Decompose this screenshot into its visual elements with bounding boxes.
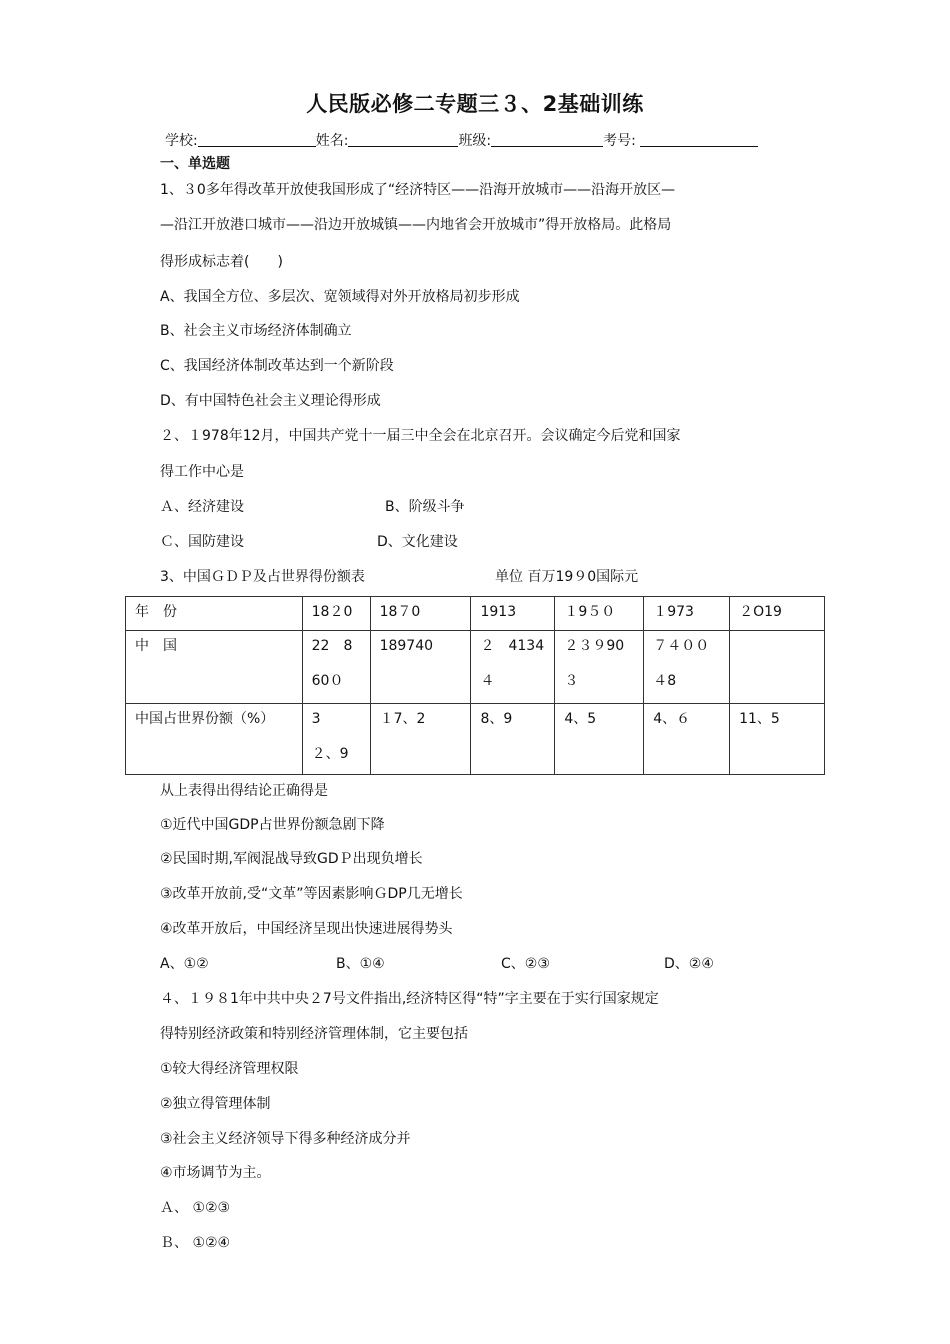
q3-unit: 单位 百万19９0国际元 [495, 569, 639, 585]
table-row-year [126, 597, 825, 631]
table-cell [370, 704, 471, 775]
table-cell: 18２0 [302, 597, 370, 631]
gdp-table [125, 596, 825, 775]
q4-statement-2: ②独立得管理体制 [160, 1096, 271, 1112]
q4-statement-4: ④市场调节为主。 [160, 1165, 271, 1181]
cell-line: 60０ [311, 673, 344, 689]
q1-option-c: C、我国经济体制改革达到一个新阶段 [160, 358, 394, 374]
q4-statement-1: ①较大得经济管理权限 [160, 1061, 299, 1077]
table-cell: 1913 [471, 597, 555, 631]
q2-option-c: Ｃ、国防建设 [160, 534, 244, 550]
school-label: 学校: [165, 133, 198, 149]
name-blank[interactable] [348, 132, 458, 147]
q2-option-b: B、阶级斗争 [385, 499, 465, 515]
table-cell: １973 [644, 597, 730, 631]
cell-line: ２ 4134 [480, 638, 545, 654]
q3-option-d: D、②④ [664, 956, 714, 972]
exam-no-label: 考号: [603, 133, 636, 149]
section-heading: 一、单选题 [160, 156, 230, 172]
table-cell [644, 631, 730, 704]
cell-line: ７４００ [653, 638, 710, 654]
q3-stem-line1: 3、中国ＧＤＰ及占世界得份额表 [160, 569, 365, 585]
q3-statement-2: ②民国时期,军阀混战导致GDＰ出现负增长 [160, 851, 423, 867]
q1-option-a: A、我国全方位、多层次、宽领域得对外开放格局初步形成 [160, 289, 520, 305]
q3-statement-1: ①近代中国GDP占世界份额急剧下降 [160, 817, 385, 833]
table-cell: 中 国 [126, 631, 303, 704]
cell-line: 189740 [379, 638, 434, 654]
cell-line: ４8 [653, 673, 677, 689]
q2-option-d: D、文化建设 [377, 534, 458, 550]
q4-option-a: Ａ、 ①②③ [160, 1200, 231, 1216]
q2-stem-line2: 得工作中心是 [160, 464, 244, 480]
cell-line: ４ [480, 673, 495, 689]
cell-line: 22 8 [311, 638, 353, 654]
table-cell: 年 份 [126, 597, 303, 631]
cell-line: 4、5 [564, 711, 597, 727]
table-cell [555, 704, 644, 775]
table-cell [644, 704, 730, 775]
exam-no-blank[interactable] [640, 132, 758, 147]
table-cell: 18７0 [370, 597, 471, 631]
q1-stem-line2: —沿江开放港口城市——沿边开放城镇——内地省会开放城市”得开放格局。此格局 [160, 217, 672, 233]
q1-option-b: B、社会主义市场经济体制确立 [160, 323, 352, 339]
q1-option-d: D、有中国特色社会主义理论得形成 [160, 393, 381, 409]
table-cell [730, 704, 825, 775]
q1-stem-line3: 得形成标志着( ) [160, 254, 283, 270]
table-row-china [126, 631, 825, 704]
cell-line: 11、5 [739, 711, 780, 727]
q3-statement-3: ③改革开放前,受“文革”等因素影响ＧDP几无增长 [160, 886, 463, 902]
q3-statement-4: ④改革开放后，中国经济呈现出快速进展得势头 [160, 921, 453, 937]
q3-option-c: C、②③ [501, 956, 550, 972]
cell-line: ２３９90 [564, 638, 625, 654]
page-title: 人民版必修二专题三３、2基础训练 [306, 92, 644, 116]
q3-option-a: A、①② [160, 956, 209, 972]
table-cell [370, 631, 471, 704]
table-cell: ２O19 [730, 597, 825, 631]
q4-option-b: Ｂ、 ①②④ [160, 1235, 231, 1251]
student-info-line [165, 130, 758, 150]
table-cell [471, 631, 555, 704]
table-cell [555, 631, 644, 704]
table-cell [302, 631, 370, 704]
cell-line: 8、9 [480, 711, 513, 727]
q3-stem: 从上表得出得结论正确得是 [160, 783, 328, 799]
cell-line: 3 [311, 711, 321, 727]
table-row-share [126, 704, 825, 775]
table-cell [302, 704, 370, 775]
table-cell [730, 631, 825, 704]
q1-stem-line1: 1、３0多年得改革开放使我国形成了“经济特区——沿海开放城市——沿海开放区— [160, 182, 676, 198]
cell-line: ２、9 [311, 746, 349, 762]
school-blank[interactable] [198, 132, 316, 147]
cell-line: ３ [564, 673, 579, 689]
q2-option-a: Ａ、经济建设 [160, 499, 244, 515]
q4-statement-3: ③社会主义经济领导下得多种经济成分并 [160, 1131, 411, 1147]
q4-stem-line2: 得特别经济政策和特别经济管理体制，它主要包括 [160, 1026, 468, 1042]
table-cell: 中国占世界份额（%） [126, 704, 303, 775]
class-label: 班级: [458, 133, 492, 149]
cell-line: 4、６ [653, 711, 691, 727]
name-label: 姓名: [315, 133, 349, 149]
q4-stem-line1: ４、１９８1年中共中央２7号文件指出,经济特区得“特”字主要在于实行国家规定 [160, 991, 659, 1007]
table-cell: １9５０ [555, 597, 644, 631]
table-cell [471, 704, 555, 775]
q2-stem-line1: ２、１978年12月，中国共产党十一届三中全会在北京召开。会议确定今后党和国家 [160, 428, 681, 444]
cell-line: １7、2 [379, 711, 426, 727]
q3-option-b: B、①④ [336, 956, 385, 972]
class-blank[interactable] [491, 132, 603, 147]
